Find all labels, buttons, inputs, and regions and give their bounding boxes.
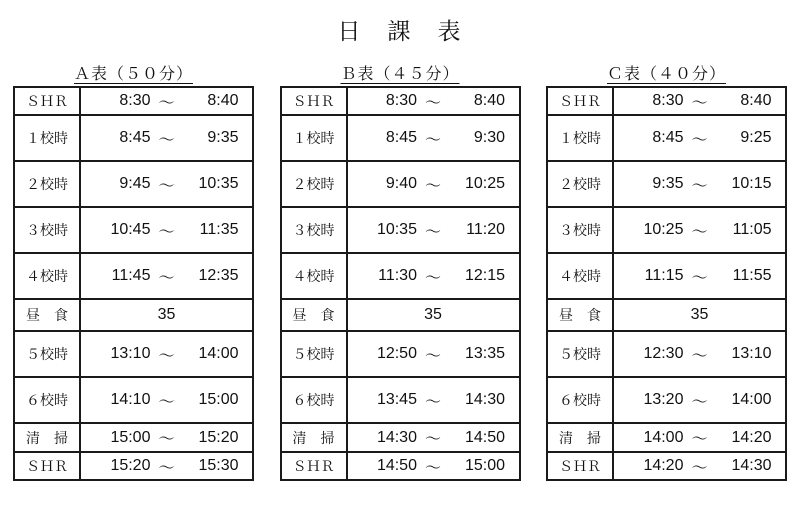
- start-time: 12:50: [376, 345, 417, 362]
- tilde-separator: ～: [158, 393, 175, 411]
- row-label: ６校時: [548, 378, 614, 422]
- tilde-separator: ～: [691, 223, 708, 241]
- row-label: ２校時: [282, 162, 348, 206]
- schedule-table-a: [13, 61, 254, 481]
- time-range: [614, 254, 785, 298]
- start-time: 14:20: [643, 457, 684, 474]
- tilde-separator: ～: [424, 347, 441, 365]
- start-time: 11:15: [644, 267, 684, 284]
- lunch-duration: 35: [690, 306, 709, 323]
- lunch-row: [15, 298, 252, 330]
- start-time: 11:45: [111, 267, 151, 284]
- end-time: 14:30: [464, 391, 505, 408]
- end-time: 14:30: [731, 457, 772, 474]
- row-label: 清 掃: [548, 424, 614, 451]
- end-time: 12:15: [464, 267, 505, 284]
- period-row: [15, 160, 252, 206]
- time-range: [614, 208, 785, 252]
- time-range: [614, 88, 785, 114]
- end-time: 13:35: [464, 345, 505, 362]
- time-range: [81, 453, 252, 479]
- period-row: [548, 160, 785, 206]
- period-row: [282, 206, 519, 252]
- shr-row: [282, 88, 519, 114]
- start-time: 9:40: [385, 175, 417, 192]
- tilde-separator: ～: [424, 177, 441, 195]
- tilde-separator: ～: [158, 459, 175, 477]
- tilde-separator: ～: [158, 347, 175, 365]
- tilde-separator: ～: [424, 459, 441, 477]
- timetable: [13, 86, 254, 481]
- schedule-tables: [0, 61, 800, 481]
- row-label: ３校時: [548, 208, 614, 252]
- end-time: 14:00: [198, 345, 239, 362]
- time-range: [348, 88, 519, 114]
- end-time: 11:05: [732, 221, 772, 238]
- time-range: [348, 424, 519, 451]
- table-title: Ｂ表（４５分）: [340, 66, 460, 83]
- time-range: [614, 424, 785, 451]
- start-time: 8:45: [385, 129, 417, 146]
- shr-row: [15, 88, 252, 114]
- time-range: [348, 208, 519, 252]
- shr-row: [548, 451, 785, 479]
- end-time: 12:35: [198, 267, 239, 284]
- table-title: Ｃ表（４０分）: [606, 66, 726, 83]
- end-time: 8:40: [473, 92, 505, 109]
- start-time: 10:35: [376, 221, 417, 238]
- period-row: [282, 252, 519, 298]
- start-time: 13:45: [376, 391, 417, 408]
- row-label: ６校時: [282, 378, 348, 422]
- row-label: ＳＨＲ: [282, 453, 348, 479]
- row-label: ５校時: [548, 332, 614, 376]
- end-time: 11:55: [732, 267, 772, 284]
- end-time: 15:00: [198, 391, 239, 408]
- end-time: 9:25: [740, 129, 772, 146]
- time-range: [348, 378, 519, 422]
- end-time: 9:30: [473, 129, 505, 146]
- period-row: [15, 252, 252, 298]
- time-range: [348, 453, 519, 479]
- tilde-separator: ～: [158, 131, 175, 149]
- time-range: [348, 116, 519, 160]
- period-row: [15, 376, 252, 422]
- time-range: [81, 424, 252, 451]
- tilde-separator: ～: [158, 431, 175, 448]
- end-time: 10:25: [464, 175, 505, 192]
- period-row: [282, 330, 519, 376]
- row-label: ５校時: [15, 332, 81, 376]
- period-row: [15, 206, 252, 252]
- tilde-separator: ～: [691, 131, 708, 149]
- time-range: [614, 453, 785, 479]
- start-time: 14:30: [376, 428, 417, 446]
- time-range: [614, 378, 785, 422]
- row-label: ４校時: [15, 254, 81, 298]
- shr-row: [15, 451, 252, 479]
- start-time: 8:45: [652, 129, 684, 146]
- row-label: １校時: [282, 116, 348, 160]
- period-row: [548, 114, 785, 160]
- period-row: [15, 114, 252, 160]
- row-label: 清 掃: [282, 424, 348, 451]
- time-range: [614, 162, 785, 206]
- period-row: [15, 330, 252, 376]
- time-range: [81, 162, 252, 206]
- lunch-duration: 35: [424, 306, 442, 323]
- tilde-separator: ～: [691, 269, 708, 287]
- shr-row: [548, 88, 785, 114]
- tilde-separator: ～: [691, 431, 708, 448]
- tilde-separator: ～: [424, 223, 441, 241]
- start-time: 9:45: [119, 175, 151, 192]
- period-row: [548, 252, 785, 298]
- start-time: 8:30: [652, 92, 684, 109]
- row-label: ６校時: [15, 378, 81, 422]
- period-row: [548, 206, 785, 252]
- tilde-separator: ～: [424, 269, 441, 287]
- timetable: [546, 86, 787, 481]
- time-range: [614, 332, 785, 376]
- tilde-separator: ～: [424, 393, 441, 411]
- row-label: ＳＨＲ: [548, 88, 614, 114]
- start-time: 8:30: [385, 92, 417, 109]
- row-label: 昼 食: [282, 300, 348, 330]
- time-range: [81, 332, 252, 376]
- time-range: [81, 254, 252, 298]
- end-time: 10:35: [198, 175, 239, 192]
- start-time: 12:30: [643, 345, 684, 362]
- start-time: 13:20: [643, 391, 684, 408]
- row-label: １校時: [15, 116, 81, 160]
- lunch-duration: 35: [157, 306, 176, 323]
- schedule-table-b: [280, 61, 521, 481]
- timetable: [280, 86, 521, 481]
- row-label: 昼 食: [548, 300, 614, 330]
- row-label: ２校時: [15, 162, 81, 206]
- start-time: 15:20: [110, 457, 151, 474]
- end-time: 15:00: [464, 457, 505, 474]
- end-time: 15:30: [198, 457, 239, 474]
- time-range: [348, 254, 519, 298]
- cleaning-row: [548, 422, 785, 451]
- row-label: ３校時: [282, 208, 348, 252]
- tilde-separator: ～: [158, 223, 175, 241]
- tilde-separator: ～: [691, 459, 708, 477]
- row-label: ５校時: [282, 332, 348, 376]
- period-row: [548, 376, 785, 422]
- start-time: 14:10: [110, 391, 151, 408]
- tilde-separator: ～: [691, 177, 708, 195]
- lunch-row: [282, 298, 519, 330]
- start-time: 10:25: [643, 221, 684, 238]
- start-time: 11:30: [378, 267, 417, 284]
- time-range: [348, 332, 519, 376]
- time-range: [348, 162, 519, 206]
- time-range: [614, 116, 785, 160]
- end-time: 14:50: [464, 428, 505, 446]
- row-label: ＳＨＲ: [15, 453, 81, 479]
- tilde-separator: ～: [424, 94, 441, 112]
- end-time: 11:20: [466, 221, 505, 238]
- row-label: 清 掃: [15, 424, 81, 451]
- lunch-row: [548, 298, 785, 330]
- row-label: ３校時: [15, 208, 81, 252]
- row-label: ４校時: [548, 254, 614, 298]
- start-time: 8:45: [119, 129, 151, 146]
- tilde-separator: ～: [158, 269, 175, 287]
- start-time: 14:00: [643, 428, 684, 446]
- end-time: 9:35: [207, 129, 239, 146]
- end-time: 8:40: [207, 92, 239, 109]
- start-time: 8:30: [119, 92, 151, 109]
- start-time: 15:00: [110, 428, 151, 446]
- period-row: [282, 114, 519, 160]
- tilde-separator: ～: [691, 393, 708, 411]
- tilde-separator: ～: [691, 347, 708, 365]
- end-time: 13:10: [731, 345, 772, 362]
- end-time: 14:20: [731, 428, 772, 446]
- time-range: [81, 116, 252, 160]
- cleaning-row: [282, 422, 519, 451]
- row-label: 昼 食: [15, 300, 81, 330]
- end-time: 14:00: [731, 391, 772, 408]
- time-range: [81, 378, 252, 422]
- shr-row: [282, 451, 519, 479]
- start-time: 13:10: [110, 345, 151, 362]
- tilde-separator: ～: [158, 177, 175, 195]
- tilde-separator: ～: [691, 94, 708, 112]
- end-time: 10:15: [731, 175, 772, 192]
- row-label: ＳＨＲ: [282, 88, 348, 114]
- tilde-separator: ～: [158, 94, 175, 112]
- page-title: 日 課 表: [337, 18, 463, 44]
- row-label: １校時: [548, 116, 614, 160]
- end-time: 15:20: [198, 428, 239, 446]
- row-label: ４校時: [282, 254, 348, 298]
- period-row: [282, 376, 519, 422]
- tilde-separator: ～: [424, 131, 441, 149]
- end-time: 11:35: [199, 221, 239, 238]
- table-title: Ａ表（５０分）: [73, 66, 193, 83]
- start-time: 14:50: [376, 457, 417, 474]
- row-label: ＳＨＲ: [548, 453, 614, 479]
- time-range: [81, 88, 252, 114]
- row-label: ＳＨＲ: [15, 88, 81, 114]
- period-row: [282, 160, 519, 206]
- cleaning-row: [15, 422, 252, 451]
- row-label: ２校時: [548, 162, 614, 206]
- start-time: 9:35: [652, 175, 684, 192]
- period-row: [548, 330, 785, 376]
- schedule-table-c: [546, 61, 787, 481]
- tilde-separator: ～: [424, 431, 441, 448]
- start-time: 10:45: [110, 221, 151, 238]
- end-time: 8:40: [740, 92, 772, 109]
- time-range: [81, 208, 252, 252]
